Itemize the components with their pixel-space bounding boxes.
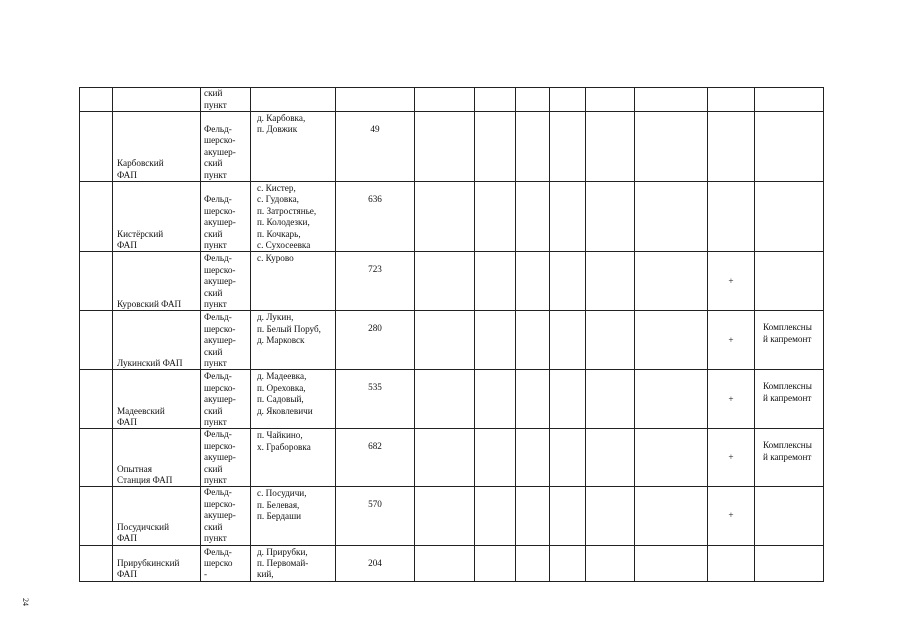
- table-row: [80, 112, 824, 182]
- empty-cell: [80, 545, 113, 581]
- served-localities-line: с. Гудовка,: [257, 194, 299, 205]
- empty-cell: [475, 112, 516, 182]
- facility-type-line: пункт: [204, 475, 227, 486]
- remark-text: [755, 545, 824, 581]
- facility-type-line: пункт: [204, 417, 227, 428]
- served-localities-line: д. Яковлевичи: [257, 405, 313, 416]
- remark-text: [755, 311, 824, 370]
- empty-cell: [475, 182, 516, 252]
- facility-name-line: Посудичский: [117, 521, 170, 532]
- served-localities-line: кий,: [257, 569, 274, 580]
- facility-type-line: ский: [204, 346, 223, 357]
- empty-cell: [475, 487, 516, 545]
- served-localities-line: с. Посудичи,: [257, 488, 307, 499]
- population-value: 723: [336, 252, 415, 311]
- facility-type-line: шерско-: [204, 135, 236, 146]
- served-localities: [251, 429, 336, 487]
- facility-type-line: Фельд-: [204, 253, 232, 264]
- empty-cell: [516, 311, 550, 370]
- plus-mark: +: [708, 370, 755, 429]
- served-localities: [251, 252, 336, 311]
- empty-cell: [635, 545, 708, 581]
- served-localities-line: с. Кистер,: [257, 183, 296, 193]
- served-localities-line: д. Карбовка,: [257, 113, 306, 123]
- served-localities-line: с. Сухосеевка: [257, 240, 311, 251]
- facility-type-line: ский: [204, 158, 223, 169]
- served-localities: [251, 487, 336, 545]
- facility-type-line: Фельд-: [204, 546, 232, 557]
- remark-text-line: Комплексны: [763, 381, 812, 392]
- facility-name: [113, 112, 201, 182]
- population-value: 570: [336, 487, 415, 545]
- facility-name-line: Кистёрский: [117, 228, 164, 239]
- served-localities: [251, 88, 336, 112]
- population-value: 636: [336, 182, 415, 252]
- remark-text: [755, 88, 824, 112]
- table-row: [80, 252, 824, 311]
- served-localities-line: п. Чайкино,: [257, 430, 303, 441]
- empty-cell: [550, 112, 586, 182]
- facility-type-line: ский: [204, 405, 223, 416]
- facility-name-line: Карбовский: [117, 158, 164, 169]
- empty-cell: [586, 311, 635, 370]
- facility-name-line: Опытная: [117, 463, 152, 474]
- facility-type-line: ский: [204, 228, 223, 239]
- facility-type-line: акушер-: [204, 452, 236, 463]
- served-localities: [251, 182, 336, 252]
- served-localities-line: п. Кочкарь,: [257, 228, 301, 239]
- empty-cell: [586, 370, 635, 429]
- empty-cell: [550, 182, 586, 252]
- facility-name-line: Мадеевский: [117, 405, 165, 416]
- facility-type-line: шерско: [204, 557, 233, 568]
- empty-cell: [586, 112, 635, 182]
- facility-name: [113, 88, 201, 112]
- facility-type-line: ский: [204, 521, 223, 532]
- plus-mark: [708, 182, 755, 252]
- empty-cell: [475, 88, 516, 112]
- empty-cell: [550, 311, 586, 370]
- population-value: [336, 88, 415, 112]
- empty-cell: [475, 252, 516, 311]
- empty-cell: [635, 252, 708, 311]
- served-localities-line: х. Граборовка: [257, 441, 311, 452]
- empty-cell: [550, 545, 586, 581]
- empty-cell: [550, 88, 586, 112]
- facility-type-line: ский: [204, 88, 223, 99]
- empty-cell: [516, 487, 550, 545]
- facility-name: [113, 545, 201, 581]
- table-row: [80, 487, 824, 545]
- remark-text-line: Комплексны: [763, 440, 812, 451]
- facility-name-line: Станция ФАП: [117, 475, 173, 486]
- empty-cell: [475, 429, 516, 487]
- table-row: [80, 311, 824, 370]
- served-localities-line: д. Мадеевка,: [257, 371, 307, 382]
- facility-type: [201, 487, 251, 545]
- empty-cell: [550, 429, 586, 487]
- facility-type-line: шерско-: [204, 323, 236, 334]
- empty-cell: [635, 311, 708, 370]
- empty-cell: [415, 487, 475, 545]
- facility-name-line: ФАП: [117, 533, 137, 544]
- empty-cell: [586, 487, 635, 545]
- empty-cell: [475, 311, 516, 370]
- remark-text: [755, 182, 824, 252]
- empty-cell: [80, 487, 113, 545]
- empty-cell: [80, 182, 113, 252]
- empty-cell: [586, 545, 635, 581]
- facility-type-line: пункт: [204, 99, 227, 110]
- remark-text-line: й капремонт: [763, 333, 812, 344]
- empty-cell: [550, 252, 586, 311]
- empty-cell: [80, 311, 113, 370]
- empty-cell: [516, 112, 550, 182]
- table-row: [80, 88, 824, 112]
- empty-cell: [635, 487, 708, 545]
- remark-text: [755, 112, 824, 182]
- facility-name-line: Прирубкинский: [117, 557, 180, 568]
- empty-cell: [80, 429, 113, 487]
- plus-mark: [708, 88, 755, 112]
- facility-type-line: -: [204, 569, 208, 580]
- facility-type: [201, 112, 251, 182]
- empty-cell: [415, 252, 475, 311]
- empty-cell: [415, 112, 475, 182]
- facility-type-line: шерско-: [204, 264, 236, 275]
- served-localities-line: п. Довжик: [257, 124, 298, 135]
- facility-name-line: ФАП: [117, 169, 137, 180]
- empty-cell: [415, 545, 475, 581]
- served-localities-line: д. Марковск: [257, 335, 305, 346]
- served-localities-line: д. Прирубки,: [257, 546, 308, 557]
- facility-type-line: Фельд-: [204, 312, 232, 323]
- facility-type-line: шерско-: [204, 440, 236, 451]
- table-row: [80, 429, 824, 487]
- facility-type-line: пункт: [204, 169, 227, 180]
- population-value: 49: [336, 112, 415, 182]
- served-localities-line: п. Колодезки,: [257, 217, 310, 228]
- served-localities: [251, 370, 336, 429]
- facility-type-line: пункт: [204, 240, 227, 251]
- facility-type-line: Фельд-: [204, 371, 232, 382]
- facility-type-line: шерско-: [204, 205, 236, 216]
- remark-text: [755, 370, 824, 429]
- facility-type: [201, 88, 251, 112]
- empty-cell: [475, 545, 516, 581]
- empty-cell: [80, 88, 113, 112]
- population-value: 682: [336, 429, 415, 487]
- facility-type-line: акушер-: [204, 335, 236, 346]
- facility-name-line: ФАП: [117, 569, 137, 580]
- facility-name: [113, 311, 201, 370]
- facility-type-line: акушер-: [204, 146, 236, 157]
- empty-cell: [80, 252, 113, 311]
- facility-type: [201, 429, 251, 487]
- facility-name-line: ФАП: [117, 417, 137, 428]
- facility-type: [201, 311, 251, 370]
- served-localities-line: п. Садовый,: [257, 394, 304, 405]
- served-localities-line: п. Первомай-: [257, 557, 309, 568]
- population-value: 535: [336, 370, 415, 429]
- facility-type-line: пункт: [204, 299, 227, 310]
- facility-type-line: пункт: [204, 358, 227, 369]
- facility-name-line: ФАП: [117, 240, 137, 251]
- empty-cell: [550, 487, 586, 545]
- facility-type-line: ский: [204, 463, 223, 474]
- facility-name: [113, 182, 201, 252]
- facility-type: [201, 182, 251, 252]
- empty-cell: [415, 182, 475, 252]
- plus-mark: +: [708, 252, 755, 311]
- served-localities-line: п. Белый Поруб,: [257, 323, 321, 334]
- facility-name: [113, 429, 201, 487]
- remark-text-line: й капремонт: [763, 451, 812, 462]
- empty-cell: [550, 370, 586, 429]
- empty-cell: [475, 370, 516, 429]
- page-number: 24: [21, 598, 30, 606]
- empty-cell: [415, 429, 475, 487]
- facility-type-line: акушер-: [204, 510, 236, 521]
- empty-cell: [516, 88, 550, 112]
- facility-name: [113, 370, 201, 429]
- remark-text: [755, 487, 824, 545]
- facility-type-line: акушер-: [204, 217, 236, 228]
- population-value: 280: [336, 311, 415, 370]
- empty-cell: [586, 182, 635, 252]
- served-localities: [251, 112, 336, 182]
- facility-type-line: шерско-: [204, 382, 236, 393]
- empty-cell: [635, 429, 708, 487]
- table-row: [80, 370, 824, 429]
- facility-type-line: пункт: [204, 533, 227, 544]
- empty-cell: [635, 182, 708, 252]
- facility-type-line: Фельд-: [204, 194, 232, 205]
- facility-name-line: Лукинский ФАП: [117, 358, 183, 369]
- served-localities-line: п. Затростянье,: [257, 205, 317, 216]
- empty-cell: [516, 182, 550, 252]
- plus-mark: +: [708, 487, 755, 545]
- served-localities-line: д. Лукин,: [257, 312, 294, 323]
- served-localities-line: с. Курово: [257, 253, 294, 264]
- empty-cell: [586, 252, 635, 311]
- empty-cell: [415, 88, 475, 112]
- facility-type-line: Фельд-: [204, 123, 232, 134]
- remark-text: [755, 429, 824, 487]
- empty-cell: [635, 112, 708, 182]
- facility-type: [201, 370, 251, 429]
- facility-name: [113, 487, 201, 545]
- plus-mark: [708, 545, 755, 581]
- served-localities: [251, 311, 336, 370]
- table-row: [80, 182, 824, 252]
- population-value: 204: [336, 545, 415, 581]
- facility-type-line: ский: [204, 287, 223, 298]
- served-localities-line: п. Ореховка,: [257, 382, 306, 393]
- served-localities: [251, 545, 336, 581]
- facility-type-line: Фельд-: [204, 487, 232, 498]
- empty-cell: [586, 429, 635, 487]
- empty-cell: [516, 370, 550, 429]
- facility-type-line: Фельд-: [204, 429, 232, 440]
- empty-cell: [516, 429, 550, 487]
- served-localities-line: п. Белевая,: [257, 499, 300, 510]
- table-body: [80, 88, 824, 582]
- empty-cell: [80, 370, 113, 429]
- facility-type: [201, 252, 251, 311]
- empty-cell: [516, 545, 550, 581]
- empty-cell: [586, 88, 635, 112]
- empty-cell: [80, 112, 113, 182]
- facility-name-line: Куровский ФАП: [117, 299, 182, 310]
- empty-cell: [635, 88, 708, 112]
- facility-type-line: акушер-: [204, 394, 236, 405]
- remark-text-line: й капремонт: [763, 392, 812, 403]
- served-localities-line: п. Бердаши: [257, 511, 302, 522]
- empty-cell: [635, 370, 708, 429]
- empty-cell: [516, 252, 550, 311]
- facilities-table: [79, 87, 824, 582]
- remark-text: [755, 252, 824, 311]
- table-row: [80, 545, 824, 581]
- facility-type: [201, 545, 251, 581]
- plus-mark: +: [708, 429, 755, 487]
- facility-name: [113, 252, 201, 311]
- empty-cell: [415, 311, 475, 370]
- remark-text-line: Комплексны: [763, 322, 812, 333]
- facility-type-line: акушер-: [204, 276, 236, 287]
- empty-cell: [415, 370, 475, 429]
- plus-mark: +: [708, 311, 755, 370]
- plus-mark: [708, 112, 755, 182]
- facility-type-line: шерско-: [204, 498, 236, 509]
